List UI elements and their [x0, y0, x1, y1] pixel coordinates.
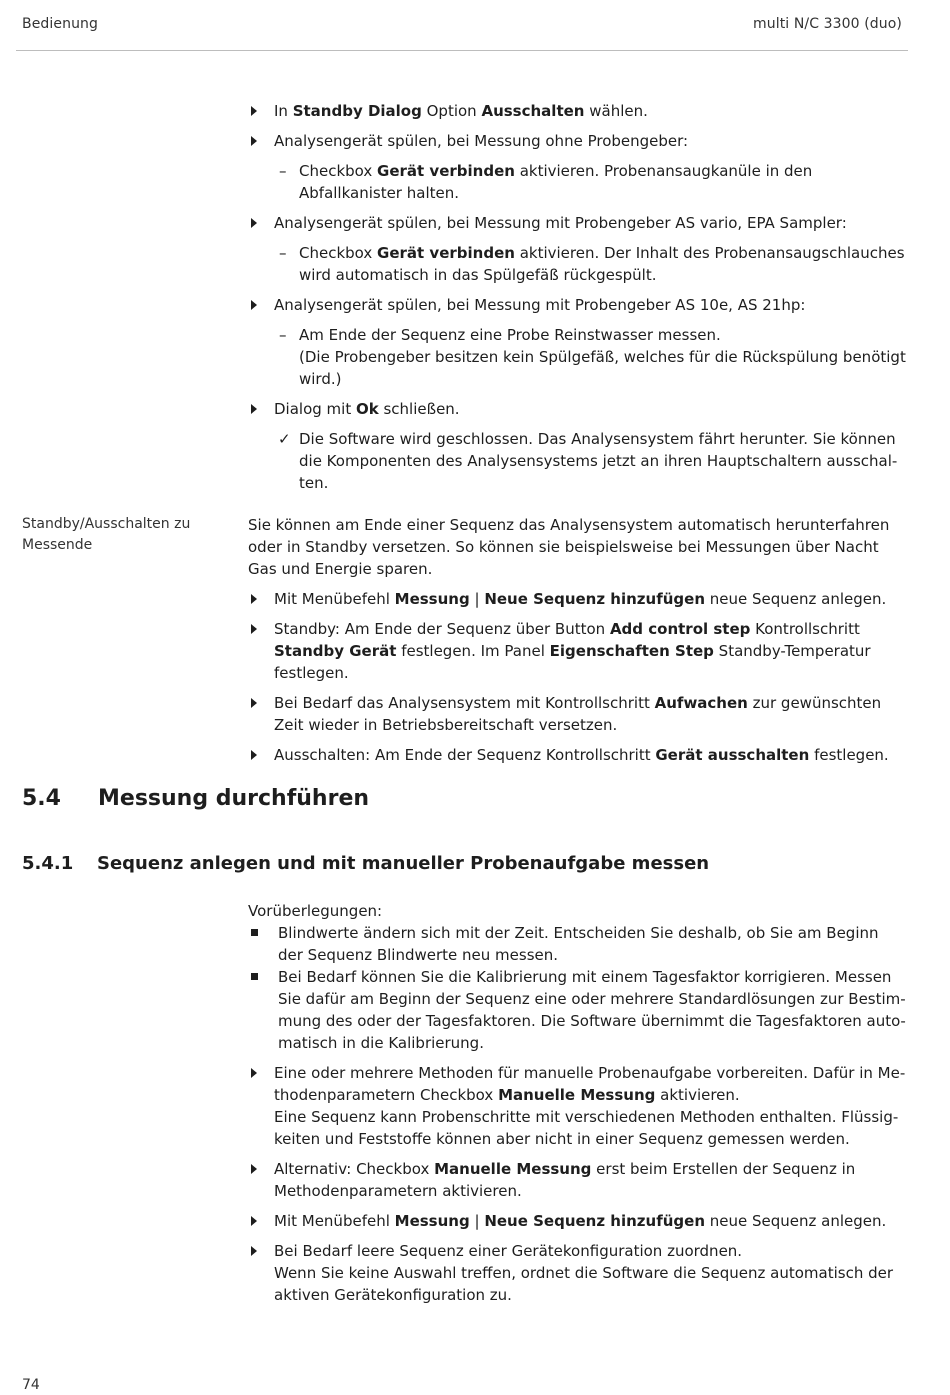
- subsection-heading: [22, 853, 709, 874]
- checkmark-icon: ✓: [278, 430, 291, 448]
- step-arrow-icon: [251, 1246, 257, 1256]
- substep-connect-device-backflush: – Checkbox Gerät verbinden aktivieren. Der Inhalt des Probenansaugschlauches wird automatisch in das Spülgefäß rückgespült.: [279, 244, 905, 284]
- step-close-dialog: Dialog mit Ok schließen.: [248, 398, 908, 420]
- square-bullet-icon: [251, 929, 258, 936]
- header-rule: [16, 50, 908, 51]
- step-arrow-icon: [251, 1164, 257, 1174]
- consideration-day-factor: Bei Bedarf können Sie die Kalibrierung mit einem Tagesfaktor korrigieren. Messen Sie dafür am Beginn der Sequenz eine oder mehrere Standardlösungen zur Bestimmung des oder der Tagesfaktoren. Die Software übernimmt die Tagesfaktoren automatisch in die Kalibrierung.: [248, 966, 908, 1054]
- running-header-product: multi N/C 3300 (duo): [753, 16, 902, 32]
- step-arrow-icon: [251, 1216, 257, 1226]
- dash-icon: –: [279, 162, 287, 180]
- step-arrow-icon: [251, 698, 257, 708]
- step-arrow-icon: [251, 136, 257, 146]
- section-title: Messung durchführen: [98, 786, 370, 811]
- step-assign-configuration: Bei Bedarf leere Sequenz einer Gerätekonfiguration zuordnen. Wenn Sie keine Auswahl treffen, ordnet die Software die Sequenz automatisch der aktiven Gerätekonfiguration zu.: [248, 1240, 908, 1306]
- step-wake-up: Bei Bedarf das Analysensystem mit Kontrollschritt Aufwachen zur gewünschten Zeit wieder in Betriebsbereitschaft versetzen.: [248, 692, 908, 736]
- procedure-create-sequence: [248, 900, 908, 1314]
- substep-connect-device: – Checkbox Gerät verbinden aktivieren. Probenansaugkanüle in den Abfallkanister halten.: [279, 162, 813, 202]
- step-new-sequence-2: Mit Menübefehl Messung | Neue Sequenz hinzufügen neue Sequenz anlegen.: [248, 1210, 908, 1232]
- step-standby-dialog: In Standby Dialog Option Ausschalten wählen.: [248, 100, 908, 122]
- intro-paragraph: Sie können am Ende einer Sequenz das Analysensystem automatisch herunterfahren oder in Standby versetzen. So können sie beispielsweise bei Messungen über Nacht Gas und Energie sparen.: [248, 516, 890, 578]
- step-prepare-methods: Eine oder mehrere Methoden für manuelle Probenaufgabe vorbereiten. Dafür in Methodenparametern Checkbox Manuelle Messung aktivieren. Eine Sequenz kann Probenschritte mit verschiedenen Methoden enthalten. Flüssigkeiten und Feststoffe können aber nicht in einer Sequenz gemessen werden.: [248, 1062, 908, 1150]
- step-arrow-icon: [251, 624, 257, 634]
- section-number: 5.4: [22, 786, 61, 811]
- step-standby-control: Standby: Am Ende der Sequenz über Button Add control step Kontrollschritt Standby Gerät festlegen. Im Panel Eigenschaften Step Standby-Temperatur festlegen.: [248, 618, 908, 684]
- consideration-blank-values: Blindwerte ändern sich mit der Zeit. Entscheiden Sie deshalb, ob Sie am Beginn der Sequenz Blindwerte neu messen.: [248, 922, 908, 966]
- result-software-closed: ✓ Die Software wird geschlossen. Das Analysensystem fährt herunter. Sie können die Komponenten des Analysensystems jetzt an ihren Hauptschaltern ausschalten.: [278, 430, 898, 492]
- step-alternative-checkbox: Alternativ: Checkbox Manuelle Messung erst beim Erstellen der Sequenz in Methodenparametern aktivieren.: [248, 1158, 908, 1202]
- considerations-label: Vorüberlegungen:: [248, 902, 383, 920]
- step-switch-off: Ausschalten: Am Ende der Sequenz Kontrollschritt Gerät ausschalten festlegen.: [248, 744, 908, 766]
- subsection-number: 5.4.1: [22, 853, 74, 874]
- step-rinse-as-vario: Analysengerät spülen, bei Messung mit Probengeber AS vario, EPA Sampler:: [248, 212, 908, 234]
- step-new-sequence: Mit Menübefehl Messung | Neue Sequenz hinzufügen neue Sequenz anlegen.: [248, 588, 908, 610]
- step-arrow-icon: [251, 750, 257, 760]
- step-rinse-as-10e: Analysengerät spülen, bei Messung mit Probengeber AS 10e, AS 21hp:: [248, 294, 908, 316]
- dash-icon: –: [279, 244, 287, 262]
- square-bullet-icon: [251, 973, 258, 980]
- step-arrow-icon: [251, 404, 257, 414]
- running-header-section: Bedienung: [22, 16, 99, 32]
- section-heading: [22, 786, 369, 811]
- margin-note-standby: Standby/Ausschalten zu Messende: [22, 516, 191, 553]
- step-arrow-icon: [251, 594, 257, 604]
- dash-icon: –: [279, 326, 287, 344]
- procedure-auto-shutdown: [248, 514, 908, 774]
- step-arrow-icon: [251, 1068, 257, 1078]
- step-rinse-no-sampler: Analysengerät spülen, bei Messung ohne Probengeber:: [248, 130, 908, 152]
- page-number: 74: [22, 1377, 40, 1393]
- subsection-title: Sequenz anlegen und mit manueller Probenaufgabe messen: [97, 853, 710, 874]
- step-arrow-icon: [251, 106, 257, 116]
- step-arrow-icon: [251, 300, 257, 310]
- step-arrow-icon: [251, 218, 257, 228]
- procedure-shutdown: [248, 100, 908, 502]
- substep-measure-pure-water: – Am Ende der Sequenz eine Probe Reinstwasser messen. (Die Probengeber besitzen kein Spülgefäß, welches für die Rückspülung benötigt wird.): [279, 326, 906, 388]
